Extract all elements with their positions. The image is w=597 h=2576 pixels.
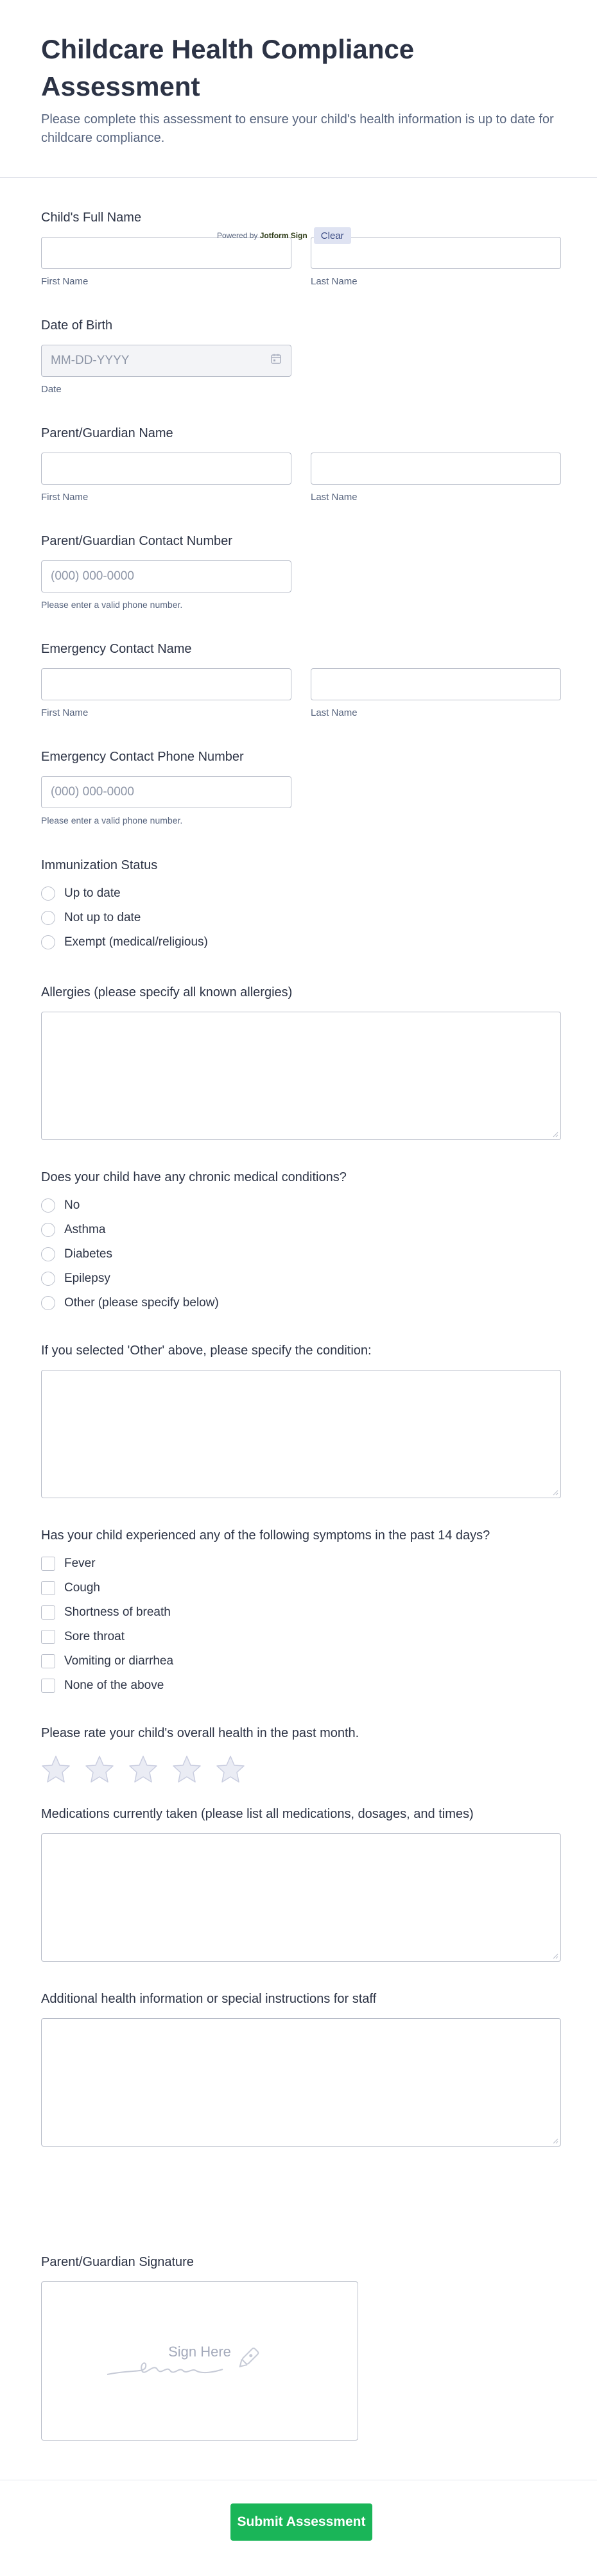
clear-signature-button[interactable]: Clear xyxy=(314,227,351,244)
rating-field xyxy=(41,1725,561,1783)
symptoms-field xyxy=(41,1528,561,1698)
checkbox[interactable] xyxy=(41,1679,55,1693)
symptom-option-label: Fever xyxy=(64,1557,96,1570)
chronic-option-label: Epilepsy xyxy=(64,1272,110,1285)
checkbox[interactable] xyxy=(41,1605,55,1620)
dob-sublabel: Date xyxy=(41,384,62,395)
resize-grip-icon[interactable] xyxy=(552,1131,558,1137)
star-icon[interactable] xyxy=(41,1755,71,1783)
radio-button[interactable] xyxy=(41,1247,55,1261)
dob-input[interactable] xyxy=(41,345,291,377)
signature-placeholder: Sign Here xyxy=(168,2344,231,2360)
checkbox[interactable] xyxy=(41,1630,55,1644)
star-icon[interactable] xyxy=(216,1755,245,1783)
medications-label: Medications currently taken (please list all medications, dosages, and times) xyxy=(41,1807,474,1821)
allergies-field xyxy=(41,985,561,1140)
chronic-option[interactable] xyxy=(41,1291,561,1315)
immunization-option[interactable] xyxy=(41,881,561,906)
submit-button[interactable]: Submit Assessment xyxy=(230,2503,372,2541)
immunization-field xyxy=(41,858,561,955)
emergency-first-name-input[interactable] xyxy=(41,668,291,700)
emergency-phone-placeholder: (000) 000-0000 xyxy=(51,785,134,799)
symptom-option[interactable] xyxy=(41,1649,561,1673)
symptoms-label: Has your child experienced any of the following symptoms in the past 14 days? xyxy=(41,1528,490,1543)
signature-field xyxy=(41,2254,561,2441)
allergies-textarea[interactable] xyxy=(41,1012,561,1140)
resize-grip-icon[interactable] xyxy=(552,2138,558,2144)
emergency-last-name-input[interactable] xyxy=(311,668,561,700)
chronic-option[interactable] xyxy=(41,1193,561,1218)
symptom-option[interactable] xyxy=(41,1625,561,1649)
emergency-phone-input[interactable] xyxy=(41,776,291,808)
guardian-name-label: Parent/Guardian Name xyxy=(41,426,173,440)
radio-button[interactable] xyxy=(41,886,55,901)
guardian-first-name-input[interactable] xyxy=(41,453,291,485)
powered-by-text xyxy=(217,231,307,240)
emergency-phone-field xyxy=(41,749,561,826)
symptom-option[interactable] xyxy=(41,1576,561,1600)
dob-field xyxy=(41,318,561,395)
immunization-option-label: Exempt (medical/religious) xyxy=(64,935,208,949)
medications-textarea[interactable] xyxy=(41,1833,561,1962)
form-subtitle: Please complete this assessment to ensure your child's health information is up to date for childcare compliance. xyxy=(41,112,554,145)
star-icon[interactable] xyxy=(172,1755,202,1783)
symptom-option[interactable] xyxy=(41,1600,561,1625)
emergency-name-field xyxy=(41,641,561,718)
powered-by-prefix: Powered by xyxy=(217,231,258,240)
chronic-option-label: Diabetes xyxy=(64,1247,112,1261)
calendar-icon[interactable] xyxy=(270,353,282,368)
allergies-label: Allergies (please specify all known allergies) xyxy=(41,985,293,999)
chronic-option-label: Asthma xyxy=(64,1223,106,1236)
immunization-option[interactable] xyxy=(41,906,561,930)
symptom-option-label: Cough xyxy=(64,1581,100,1595)
chronic-option-label: Other (please specify below) xyxy=(64,1296,219,1310)
chronic-option-label: No xyxy=(64,1198,80,1212)
star-icon[interactable] xyxy=(128,1755,158,1783)
symptom-option-label: None of the above xyxy=(64,1679,164,1692)
guardian-phone-input[interactable] xyxy=(41,560,291,592)
form-title: Childcare Health Compliance Assessment xyxy=(41,34,415,101)
checkbox[interactable] xyxy=(41,1654,55,1668)
resize-grip-icon[interactable] xyxy=(552,1953,558,1959)
signature-footer xyxy=(217,227,351,244)
guardian-phone-placeholder: (000) 000-0000 xyxy=(51,569,134,583)
emergency-name-label: Emergency Contact Name xyxy=(41,642,192,656)
guardian-phone-label: Parent/Guardian Contact Number xyxy=(41,534,232,548)
chronic-conditions-label: Does your child have any chronic medical conditions? xyxy=(41,1170,347,1184)
other-condition-field xyxy=(41,1343,561,1498)
guardian-phone-field xyxy=(41,533,561,610)
emergency-last-name-sublabel: Last Name xyxy=(311,707,358,718)
guardian-first-name-sublabel: First Name xyxy=(41,492,89,503)
radio-button[interactable] xyxy=(41,935,55,949)
additional-info-label: Additional health information or special instructions for staff xyxy=(41,1992,377,2006)
dob-placeholder: MM-DD-YYYY xyxy=(51,354,130,367)
symptom-option[interactable] xyxy=(41,1552,561,1576)
guardian-last-name-input[interactable] xyxy=(311,453,561,485)
signature-label: Parent/Guardian Signature xyxy=(41,2255,194,2269)
guardian-phone-sublabel: Please enter a valid phone number. xyxy=(41,600,183,610)
chronic-option[interactable] xyxy=(41,1218,561,1242)
header-divider xyxy=(0,177,597,178)
resize-grip-icon[interactable] xyxy=(552,1489,558,1496)
symptom-option-label: Sore throat xyxy=(64,1630,125,1643)
jotform-sign-brand: Jotform Sign xyxy=(259,231,307,240)
checkbox[interactable] xyxy=(41,1581,55,1595)
checkbox[interactable] xyxy=(41,1557,55,1571)
additional-info-textarea[interactable] xyxy=(41,2018,561,2147)
dob-label: Date of Birth xyxy=(41,318,113,333)
emergency-first-name-sublabel: First Name xyxy=(41,707,89,718)
child-name-field xyxy=(41,210,561,287)
radio-button[interactable] xyxy=(41,911,55,925)
child-name-label: Child's Full Name xyxy=(41,211,142,225)
radio-button[interactable] xyxy=(41,1198,55,1213)
chronic-conditions-field xyxy=(41,1170,561,1315)
symptom-option[interactable] xyxy=(41,1673,561,1698)
chronic-option[interactable] xyxy=(41,1242,561,1266)
star-icon[interactable] xyxy=(85,1755,114,1783)
child-first-name-sublabel: First Name xyxy=(41,276,89,287)
star-rating[interactable] xyxy=(41,1755,561,1783)
emergency-phone-label: Emergency Contact Phone Number xyxy=(41,750,244,764)
symptom-option-label: Shortness of breath xyxy=(64,1605,171,1619)
medications-field xyxy=(41,1806,561,1962)
chronic-option[interactable] xyxy=(41,1266,561,1291)
rating-label: Please rate your child's overall health in the past month. xyxy=(41,1726,359,1740)
form-header xyxy=(41,31,556,148)
guardian-last-name-sublabel: Last Name xyxy=(311,492,358,503)
other-condition-label: If you selected 'Other' above, please specify the condition: xyxy=(41,1344,372,1358)
radio-button[interactable] xyxy=(41,1223,55,1237)
immunization-option-label: Up to date xyxy=(64,886,121,900)
radio-button[interactable] xyxy=(41,1272,55,1286)
signature-pad[interactable] xyxy=(41,2281,358,2441)
guardian-name-field xyxy=(41,426,561,503)
emergency-phone-sublabel: Please enter a valid phone number. xyxy=(41,815,183,826)
immunization-label: Immunization Status xyxy=(41,858,158,872)
child-last-name-sublabel: Last Name xyxy=(311,276,358,287)
signature-scribble-icon xyxy=(106,2344,292,2380)
immunization-option-label: Not up to date xyxy=(64,911,141,924)
symptom-option-label: Vomiting or diarrhea xyxy=(64,1654,174,1668)
additional-info-field xyxy=(41,1991,561,2147)
immunization-option[interactable] xyxy=(41,930,561,955)
radio-button[interactable] xyxy=(41,1296,55,1310)
other-condition-textarea[interactable] xyxy=(41,1370,561,1498)
